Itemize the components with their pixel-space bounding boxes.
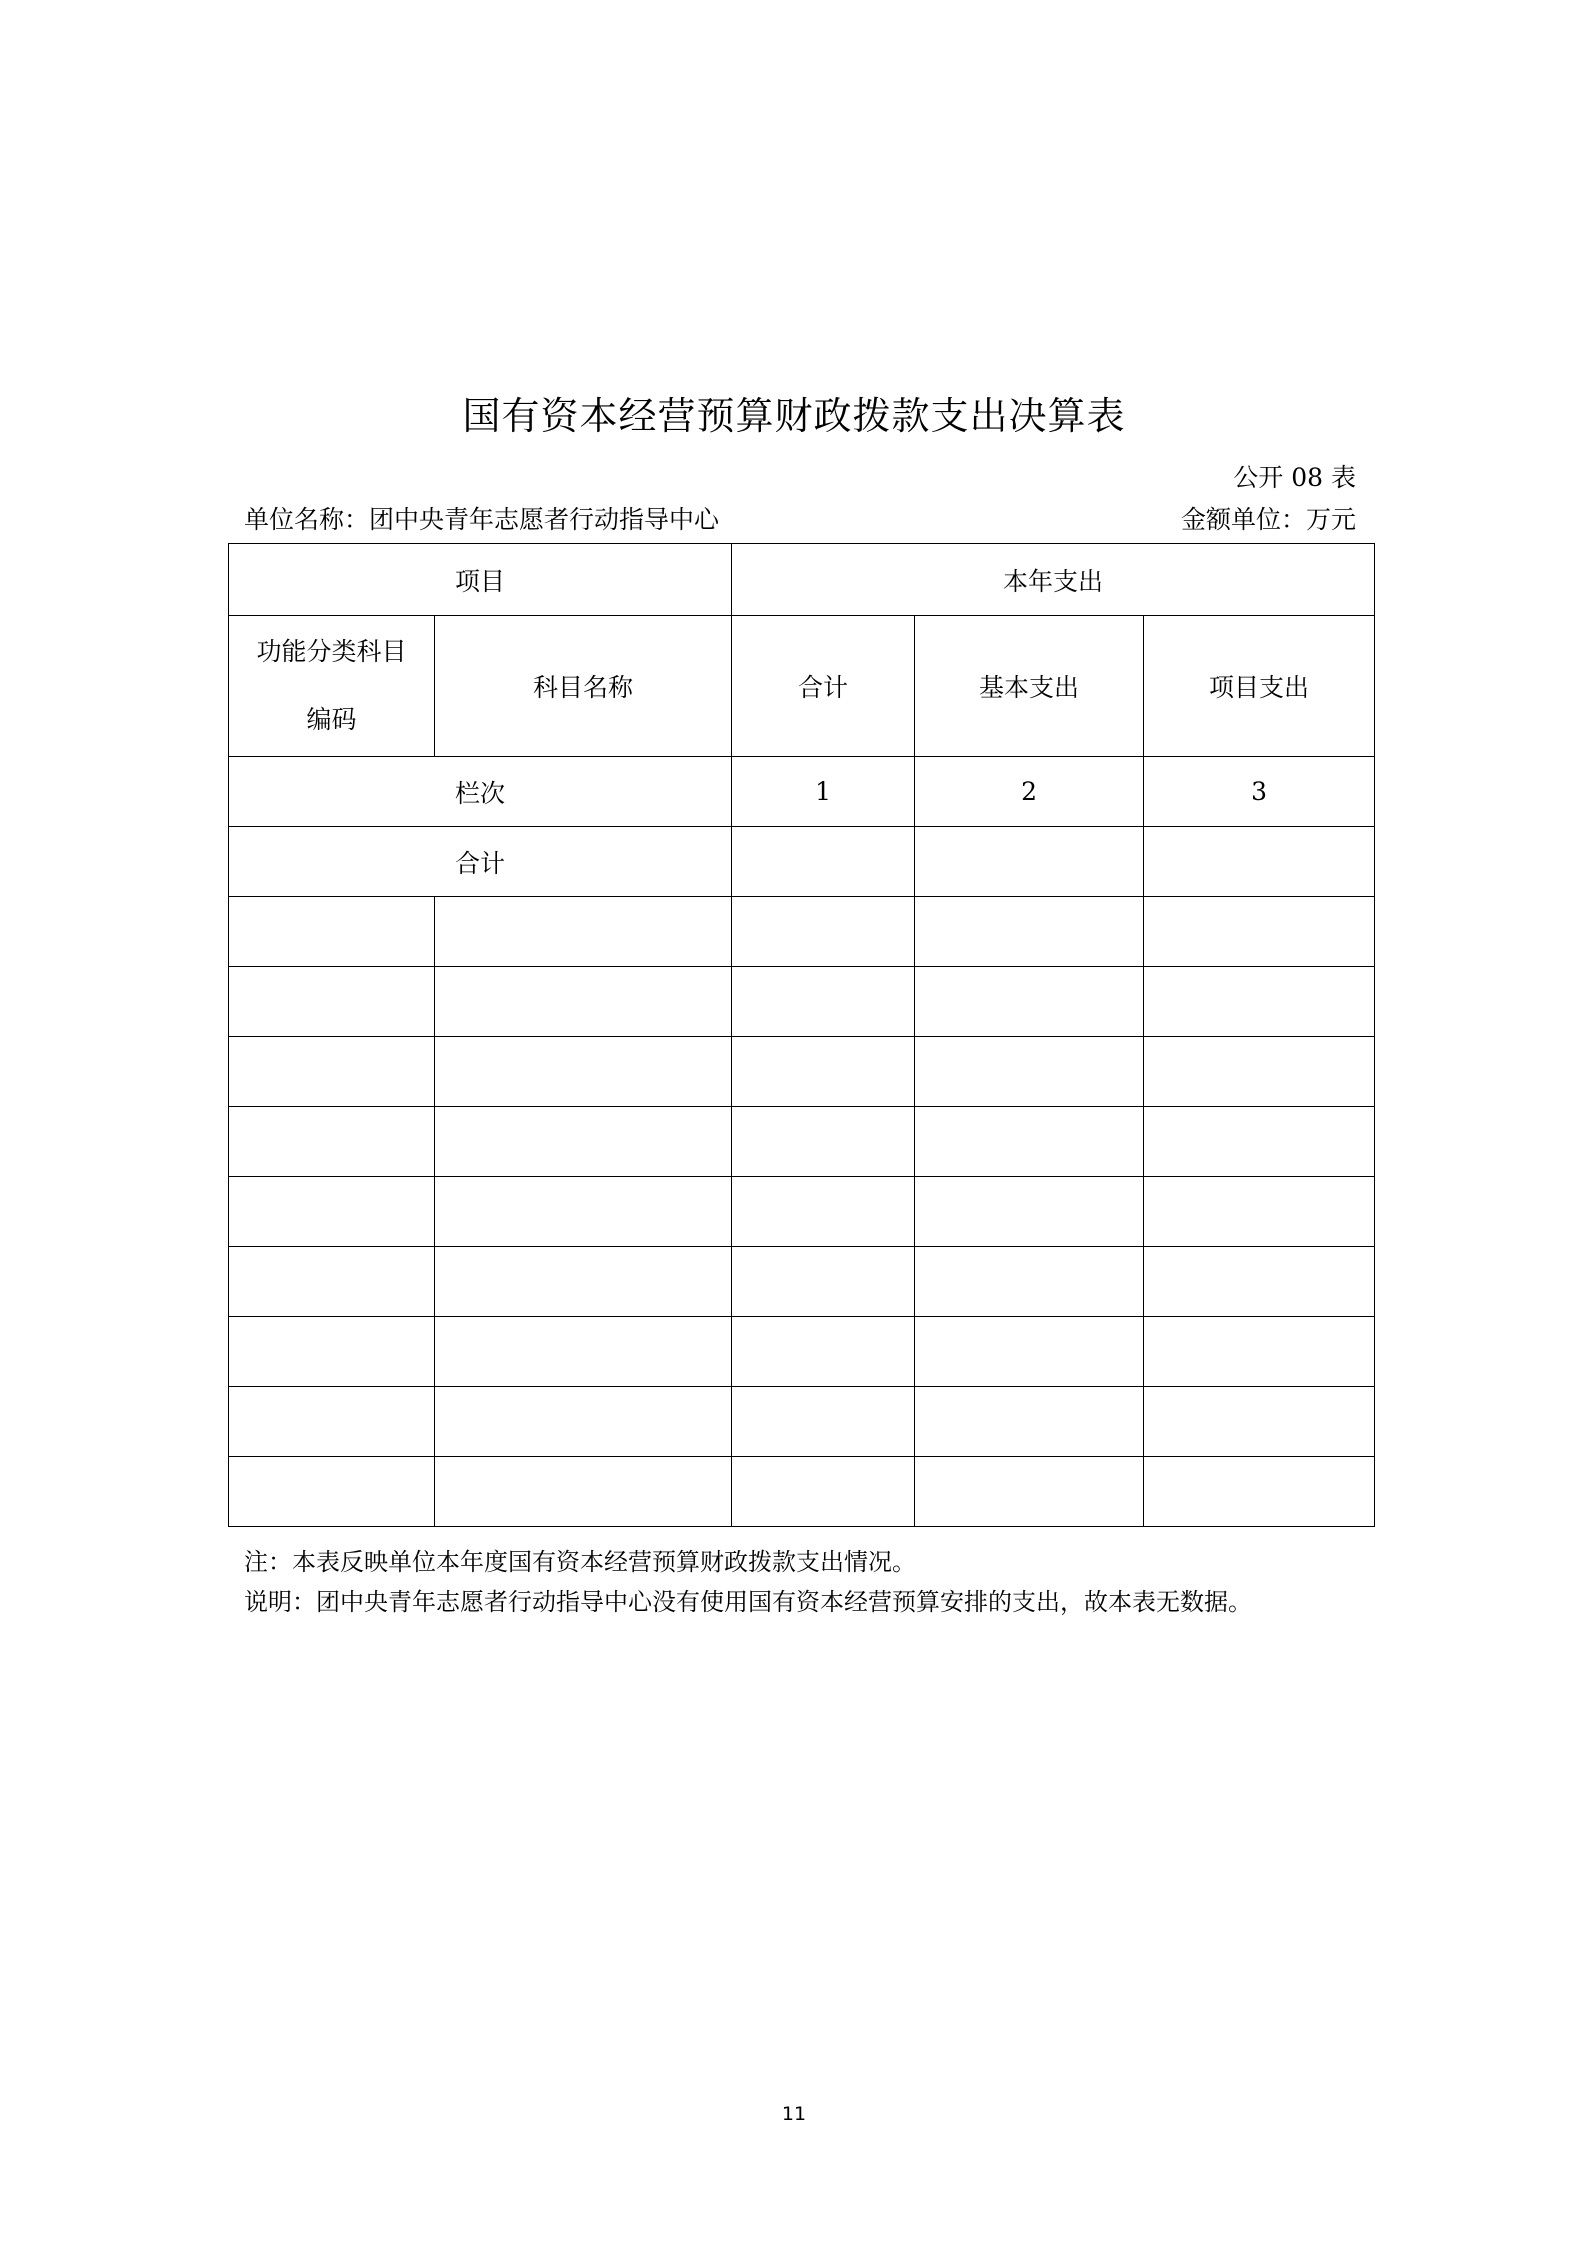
row-basic-expense [915,1177,1144,1247]
row-total [732,1037,915,1107]
row-project-expense [1144,967,1375,1037]
row-basic-expense [915,1387,1144,1457]
row-subject-name [435,967,732,1037]
row-total [732,1107,915,1177]
row-basic-expense [915,1247,1144,1317]
total-row-label: 合计 [229,827,732,897]
table-row [229,1317,1375,1387]
subheader-subject-name: 科目名称 [435,616,732,757]
row-subject-name [435,1457,732,1527]
row-project-expense [1144,1247,1375,1317]
row-total [732,1247,915,1317]
row-code [229,1317,435,1387]
subheader-code-line2: 编码 [306,705,357,734]
table-row [229,967,1375,1037]
row-code [229,1387,435,1457]
table-row [229,1037,1375,1107]
column-index-1: 1 [732,757,915,827]
row-code [229,1037,435,1107]
row-subject-name [435,1037,732,1107]
row-total [732,897,915,967]
row-total [732,1177,915,1247]
total-row [229,827,1375,897]
row-project-expense [1144,1037,1375,1107]
column-index-3: 3 [1144,757,1375,827]
table-row [229,897,1375,967]
row-project-expense [1144,1457,1375,1527]
subheader-project-expense: 项目支出 [1144,616,1375,757]
row-code [229,1177,435,1247]
row-code [229,897,435,967]
table-explanation: 说明：团中央青年志愿者行动指导中心没有使用国有资本经营预算安排的支出，故本表无数据。 [244,1588,1252,1616]
table-row [229,1387,1375,1457]
table-note: 注：本表反映单位本年度国有资本经营预算财政拨款支出情况。 [244,1548,916,1576]
table-row [229,1107,1375,1177]
subheader-code [229,616,435,757]
subheader-code-line1: 功能分类科目 [256,637,407,666]
row-subject-name [435,1387,732,1457]
subheader-total: 合计 [732,616,915,757]
row-project-expense [1144,1387,1375,1457]
column-index-2: 2 [915,757,1144,827]
row-basic-expense [915,1317,1144,1387]
header-current-year-expense: 本年支出 [732,544,1375,616]
row-project-expense [1144,1107,1375,1177]
amount-unit: 金额单位：万元 [1180,505,1356,534]
document-title: 国有资本经营预算财政拨款支出决算表 [462,394,1126,438]
row-basic-expense [915,967,1144,1037]
row-code [229,967,435,1037]
expense-table [228,543,1375,1527]
row-basic-expense [915,1037,1144,1107]
row-total [732,967,915,1037]
total-row-col2 [915,827,1144,897]
row-basic-expense [915,1457,1144,1527]
column-index-label: 栏次 [229,757,732,827]
table-row [229,1247,1375,1317]
row-code [229,1247,435,1317]
total-row-col1 [732,827,915,897]
row-code [229,1457,435,1527]
table-subheader-row [229,616,1375,757]
total-row-col3 [1144,827,1375,897]
row-subject-name [435,1247,732,1317]
subheader-basic-expense: 基本支出 [915,616,1144,757]
row-project-expense [1144,1317,1375,1387]
row-basic-expense [915,897,1144,967]
row-basic-expense [915,1107,1144,1177]
page-number: 11 [781,2103,807,2125]
row-subject-name [435,1317,732,1387]
table-row [229,1177,1375,1247]
row-code [229,1107,435,1177]
row-total [732,1387,915,1457]
row-total [732,1457,915,1527]
row-total [732,1317,915,1387]
form-code: 公开 08 表 [1233,463,1356,492]
table-header-row [229,544,1375,616]
row-subject-name [435,897,732,967]
table-row [229,1457,1375,1527]
header-item: 项目 [229,544,732,616]
row-subject-name [435,1177,732,1247]
row-project-expense [1144,1177,1375,1247]
row-project-expense [1144,897,1375,967]
unit-name: 单位名称：团中央青年志愿者行动指导中心 [244,505,720,534]
row-subject-name [435,1107,732,1177]
column-index-row [229,757,1375,827]
